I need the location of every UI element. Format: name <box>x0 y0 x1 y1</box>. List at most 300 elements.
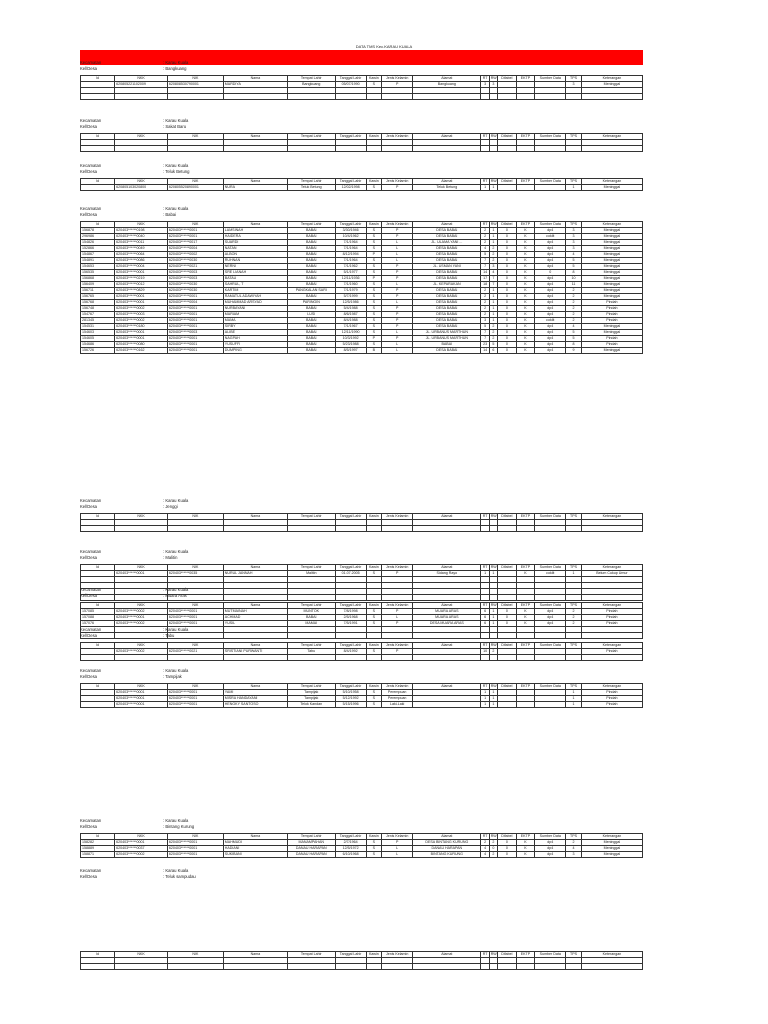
kel-label: Kel/Desa <box>80 504 97 509</box>
table-cell: Meninggal <box>581 82 642 88</box>
kec-value: : Karau Kuala <box>163 60 189 65</box>
table-cell <box>413 94 481 100</box>
kel-label: Kel/Desa <box>80 824 97 829</box>
table-cell: 0 <box>498 270 517 276</box>
table-cell: Meninggal <box>581 234 642 240</box>
table-cell: 6/10/1968 <box>335 852 366 858</box>
table-cell: 1 <box>489 696 497 702</box>
table-cell: DESA BABAI <box>413 306 481 312</box>
table-cell: Perempuan <box>382 690 413 696</box>
table-cell: P <box>382 306 413 312</box>
table-cell: 23 <box>481 342 489 348</box>
table-cell: dp4 <box>535 312 566 318</box>
table-cell: 3 <box>566 82 582 88</box>
column-header: RT <box>482 684 488 689</box>
kec-value: : Karau Kuala <box>163 818 189 823</box>
column-header: TPS <box>566 514 582 520</box>
kel-label: Kel/Desa <box>80 124 97 129</box>
column-header: Jenis Kelamin <box>382 643 413 649</box>
table-cell: 1 <box>566 690 582 696</box>
table-cell: 10 <box>566 276 582 282</box>
kec-value: : Karau Kuala <box>163 163 189 168</box>
table-cell <box>81 185 115 191</box>
table-cell: S <box>366 312 382 318</box>
column-header: EKTP <box>516 222 535 228</box>
column-header: RT <box>482 643 488 648</box>
column-header: Kawin <box>366 179 382 185</box>
table-cell: DESA BABAI <box>413 246 481 252</box>
table-cell: Teluk Betung <box>287 185 335 191</box>
table-cell: BABAI <box>287 294 335 300</box>
table-cell: BABAI <box>287 324 335 330</box>
column-header: Nama <box>223 179 287 185</box>
table-cell: MARIAM <box>223 312 287 318</box>
table-cell: K <box>516 318 535 324</box>
table-cell: DESA BABAI <box>413 300 481 306</box>
column-header: NKK <box>115 76 168 82</box>
table-cell: 8/12/1994 <box>335 252 366 258</box>
table-cell: P <box>382 288 413 294</box>
column-header: RT <box>482 834 488 839</box>
column-header: NKK <box>115 565 168 571</box>
table-cell: dp4 <box>535 288 566 294</box>
table-cell: 7/1/1960 <box>335 282 366 288</box>
table-cell: S <box>366 342 382 348</box>
table-cell: 620403******0004 <box>167 246 223 252</box>
table-cell <box>516 146 535 152</box>
table-cell: Meninggal <box>581 228 642 234</box>
table-cell: 620403******0001 <box>167 852 223 858</box>
table-cell: NERNI <box>223 264 287 270</box>
table-cell <box>287 146 335 152</box>
data-table <box>80 133 643 152</box>
table-cell: 0 <box>498 294 517 300</box>
table-cell: 154605 <box>81 336 115 342</box>
column-header: Difabel <box>498 834 517 840</box>
table-cell: DESA BABAI <box>413 234 481 240</box>
table-cell: Pindah <box>581 342 642 348</box>
empty-row <box>81 94 643 100</box>
data-table <box>80 642 643 661</box>
kec-value: : Karau Kuala <box>163 868 189 873</box>
table-cell: 2 <box>489 324 497 330</box>
column-header: Jenis Kelamin <box>382 834 413 840</box>
column-header: Kawin <box>366 684 382 690</box>
table-cell: 620403******0180 <box>115 324 168 330</box>
table-cell <box>366 146 382 152</box>
table-cell: Sidang Rayo <box>413 571 481 577</box>
table-cell: dp4 <box>535 852 566 858</box>
table-cell: 620403******0001 <box>115 615 168 621</box>
table-cell: K <box>516 270 535 276</box>
table-cell: 152866 <box>81 246 115 252</box>
column-header: NKK <box>115 684 168 690</box>
table-cell: 8/4/1992 <box>335 649 366 655</box>
table-cell: K <box>516 615 535 621</box>
table-cell: 620805103020800 <box>115 185 168 191</box>
column-header: Tempat Lahir <box>287 834 335 840</box>
table-cell: 0 <box>498 312 517 318</box>
table-cell: SRISTIANI PURWANTI <box>223 649 287 655</box>
column-header: Sumber Data <box>535 952 566 958</box>
table-cell: BABAI <box>287 264 335 270</box>
column-header: Alamat <box>413 179 481 185</box>
column-header: NKK <box>115 222 168 228</box>
column-header: Alamat <box>413 952 481 958</box>
table-cell: 620403******0001 <box>167 324 223 330</box>
table-cell: Pindah <box>581 318 642 324</box>
table-cell <box>481 146 489 152</box>
table-cell <box>481 526 489 532</box>
kec-label: Kecamatan <box>80 206 102 211</box>
table-cell <box>223 964 287 970</box>
table-cell: 0 <box>535 270 566 276</box>
column-header: Sumber Data <box>535 834 566 840</box>
section-9 <box>80 818 643 858</box>
table-cell: 156409 <box>81 282 115 288</box>
table-cell: 1 <box>481 696 489 702</box>
table-cell: K <box>516 571 535 577</box>
table-cell: 0 <box>498 252 517 258</box>
table-cell: S <box>366 852 382 858</box>
table-cell: K <box>516 846 535 852</box>
table-cell: 620403******0001 <box>115 571 168 577</box>
table-cell: SUARDI <box>223 240 287 246</box>
table-cell: P <box>366 336 382 342</box>
table-cell: 620403******0011 <box>115 240 168 246</box>
table-cell: 620403******0002 <box>115 852 168 858</box>
column-header: Id <box>81 952 115 958</box>
column-header: Tanggal Lahir <box>335 643 366 649</box>
table-cell: Pindah <box>581 306 642 312</box>
kelurahan-line <box>80 124 643 130</box>
table-cell: K <box>516 312 535 318</box>
kec-value: : Karau Kuala <box>163 549 189 554</box>
table-cell: Meninggal <box>581 840 642 846</box>
table-cell: 2 <box>566 300 582 306</box>
kel-value: : Jenggi <box>163 504 178 509</box>
table-cell: dp4 <box>535 615 566 621</box>
data-table <box>80 75 643 100</box>
column-header: Id <box>81 565 115 571</box>
table-cell: S <box>366 702 382 708</box>
column-header: Keterangan <box>581 603 642 609</box>
table-cell: 6 <box>481 615 489 621</box>
kel-label: Kel/Desa <box>80 66 97 71</box>
table-cell: 620403******0001 <box>115 270 168 276</box>
table-cell: S <box>366 270 382 276</box>
table-cell: 10 <box>481 649 489 655</box>
table-cell <box>481 655 489 661</box>
table-cell: 158871 <box>81 852 115 858</box>
table-cell: 8/6/1987 <box>335 312 366 318</box>
column-header: RW <box>490 603 497 608</box>
table-cell: 9 <box>566 348 582 354</box>
table-cell: Meninggal <box>581 276 642 282</box>
table-cell: 01.07.2005 <box>335 571 366 577</box>
table-cell: Meninggal <box>581 185 642 191</box>
table-cell: 4 <box>566 252 582 258</box>
column-header: NIK <box>167 643 223 649</box>
kec-label: Kecamatan <box>80 868 102 873</box>
table-cell <box>413 655 481 661</box>
column-header: RW <box>490 643 497 648</box>
table-cell: 1 <box>489 294 497 300</box>
table-cell: dp4 <box>535 609 566 615</box>
table-cell: 620403******0001 <box>167 615 223 621</box>
table-cell: 0 <box>489 846 497 852</box>
table-cell: 2 <box>566 609 582 615</box>
table-cell <box>167 526 223 532</box>
table-cell: 2 <box>566 318 582 324</box>
kec-label: Kecamatan <box>80 498 102 503</box>
table-cell <box>366 94 382 100</box>
table-cell: 2 <box>566 306 582 312</box>
column-header: EKTP <box>516 134 535 140</box>
table-cell <box>535 146 566 152</box>
table-cell: NURBAYANI <box>223 306 287 312</box>
table-cell: Pindah <box>581 615 642 621</box>
column-header: NKK <box>115 834 168 840</box>
table-cell: 620403******0001 <box>115 702 168 708</box>
kel-value: : Malitin <box>163 555 178 560</box>
column-header: Alamat <box>413 134 481 140</box>
table-cell: HENGKY SANTOSO <box>223 702 287 708</box>
table-cell: P <box>382 318 413 324</box>
table-cell: 8 <box>566 342 582 348</box>
table-cell: ALIBE <box>223 330 287 336</box>
table-cell: 620403******0030 <box>167 288 223 294</box>
table-cell: MUARA ARAS <box>413 609 481 615</box>
column-header: TPS <box>566 565 582 571</box>
table-cell: S <box>366 840 382 846</box>
table-cell <box>498 964 517 970</box>
table-cell <box>498 94 517 100</box>
kec-label: Kecamatan <box>80 549 102 554</box>
table-cell: 3 <box>481 82 489 88</box>
kel-value: : Tampijak <box>163 674 182 679</box>
table-cell: BINTANG KURUNG <box>413 852 481 858</box>
table-cell: 3 <box>489 82 497 88</box>
table-cell: 156765 <box>81 294 115 300</box>
table-cell: 296986 <box>81 234 115 240</box>
column-header: Keterangan <box>581 565 642 571</box>
table-cell: BABAI <box>287 615 335 621</box>
table-cell: S <box>366 649 382 655</box>
column-header: Jenis Kelamin <box>382 76 413 82</box>
table-cell <box>335 526 366 532</box>
table-cell: JL. USMAN YANI <box>413 264 481 270</box>
table-cell: 3 <box>566 228 582 234</box>
table-cell <box>489 655 497 661</box>
table-cell: 2 <box>481 234 489 240</box>
table-cell: LAMSINAH <box>223 228 287 234</box>
table-cell: Meninggal <box>581 348 642 354</box>
table-cell: 157076 <box>81 621 115 627</box>
column-header: Tanggal Lahir <box>335 514 366 520</box>
table-cell: 11 <box>566 282 582 288</box>
table-cell: 1 <box>566 571 582 577</box>
table-cell: 5/15/1996 <box>335 702 366 708</box>
table-cell: S <box>366 228 382 234</box>
table-cell <box>287 655 335 661</box>
table-cell: 5 <box>566 330 582 336</box>
column-header: Tempat Lahir <box>287 514 335 520</box>
table-cell: DESA BABAI <box>413 252 481 258</box>
table-cell: 620403******0001 <box>167 306 223 312</box>
column-header: RW <box>490 565 497 570</box>
table-cell: 620403******0004 <box>167 300 223 306</box>
table-cell: DANAU HARAPAN <box>413 846 481 852</box>
column-header: Nama <box>223 565 287 571</box>
column-header: Nama <box>223 834 287 840</box>
table-cell: 620403******0004 <box>115 264 168 270</box>
column-header: NKK <box>115 952 168 958</box>
table-cell: S <box>366 185 382 191</box>
table-cell: K <box>516 228 535 234</box>
table-cell: 7/1/1979 <box>335 288 366 294</box>
column-header: RT <box>482 514 488 519</box>
table-cell: 620403******0001 <box>167 294 223 300</box>
table-cell: 2 <box>489 852 497 858</box>
table-cell: MANAMPAHAN <box>287 840 335 846</box>
table-cell <box>382 94 413 100</box>
table-cell <box>498 526 517 532</box>
section-7 <box>80 627 643 661</box>
table-cell: 0 <box>498 276 517 282</box>
table-cell: 620403******0001 <box>167 318 223 324</box>
table-cell: NAGPAH <box>223 336 287 342</box>
table-cell: 620403******0012 <box>115 282 168 288</box>
table-cell: 7/5/1991 <box>335 621 366 627</box>
table-cell: dp4 <box>535 258 566 264</box>
table-cell: S <box>366 690 382 696</box>
kel-value: : Teluk sampudau <box>163 874 196 879</box>
table-cell: Perempuan <box>382 696 413 702</box>
column-header: Sumber Data <box>535 684 566 690</box>
column-header: RT <box>482 952 488 957</box>
table-cell: 1 <box>489 312 497 318</box>
column-header: Tanggal Lahir <box>335 565 366 571</box>
column-header: RT <box>482 179 488 184</box>
table-cell: 14 <box>481 348 489 354</box>
table-cell: NURUL JANNAH <box>223 571 287 577</box>
table-cell: 2 <box>481 228 489 234</box>
table-cell: 1 <box>481 690 489 696</box>
kec-value: : Karau Kuala <box>163 627 189 632</box>
empty-row <box>81 655 643 661</box>
table-cell: 4 <box>481 846 489 852</box>
column-header: Alamat <box>413 222 481 228</box>
kel-label: Kel/Desa <box>80 674 97 679</box>
table-cell <box>581 146 642 152</box>
column-header: Tempat Lahir <box>287 684 335 690</box>
table-cell: S <box>366 264 382 270</box>
table-cell: P <box>382 621 413 627</box>
table-cell: 0 <box>498 615 517 621</box>
table-cell: 8/5/1997 <box>335 348 366 354</box>
table-cell: P <box>382 234 413 240</box>
column-header: Difabel <box>498 603 517 609</box>
table-cell: 0 <box>498 609 517 615</box>
table-cell: SUKIBANI <box>223 852 287 858</box>
table-cell: ALBON <box>223 252 287 258</box>
column-header: NKK <box>115 603 168 609</box>
table-cell <box>413 702 481 708</box>
table-cell: PARINGIN <box>287 300 335 306</box>
table-cell <box>489 964 497 970</box>
table-row <box>81 702 643 708</box>
table-cell: NATAN <box>223 246 287 252</box>
table-cell: 620403******0003 <box>167 270 223 276</box>
table-cell: S <box>366 258 382 264</box>
table-cell <box>115 146 168 152</box>
column-header: Jenis Kelamin <box>382 952 413 958</box>
table-cell: 157088 <box>81 615 115 621</box>
column-header: Sumber Data <box>535 134 566 140</box>
column-header: Sumber Data <box>535 565 566 571</box>
table-cell: 620805221102009 <box>115 82 168 88</box>
table-cell: 1 <box>489 702 497 708</box>
table-cell: Pindah <box>581 649 642 655</box>
table-cell <box>223 526 287 532</box>
table-cell <box>223 94 287 100</box>
table-cell: 7 <box>481 258 489 264</box>
table-cell: DESA BABAI <box>413 348 481 354</box>
table-cell <box>223 146 287 152</box>
column-header: Jenis Kelamin <box>382 603 413 609</box>
table-cell: HAIDERA <box>223 234 287 240</box>
kelurahan-line <box>80 874 643 880</box>
table-cell: Telok Kandan <box>287 702 335 708</box>
kel-value: : Tabu <box>163 633 175 638</box>
table-cell: 1 <box>489 318 497 324</box>
table-cell: Meninggal <box>581 324 642 330</box>
table-cell: 620403******0037 <box>115 846 168 852</box>
table-cell: 2 <box>489 330 497 336</box>
table-cell: K <box>516 282 535 288</box>
table-cell: 12/11/1990 <box>335 330 366 336</box>
table-cell <box>535 964 566 970</box>
section-2 <box>80 163 643 191</box>
table-cell: 620403******0030 <box>167 258 223 264</box>
table-cell: dp4 <box>535 330 566 336</box>
table-cell: S <box>366 240 382 246</box>
table-cell: Malitin <box>287 571 335 577</box>
section-0 <box>80 60 643 100</box>
table-cell: L <box>382 330 413 336</box>
kec-label: Kecamatan <box>80 118 102 123</box>
column-header: TPS <box>566 134 582 140</box>
table-cell <box>382 964 413 970</box>
column-header: Tempat Lahir <box>287 565 335 571</box>
column-header: Keterangan <box>581 514 642 520</box>
table-cell: BABAI <box>287 258 335 264</box>
table-cell: 156768 <box>81 300 115 306</box>
table-cell <box>115 94 168 100</box>
table-cell: S <box>366 696 382 702</box>
kec-label: Kecamatan <box>80 818 102 823</box>
table-cell <box>287 526 335 532</box>
column-header: NIK <box>167 952 223 958</box>
table-cell: 620403******0017 <box>167 240 223 246</box>
column-header: Tanggal Lahir <box>335 834 366 840</box>
column-header: Tanggal Lahir <box>335 684 366 690</box>
table-cell: 1 <box>489 306 497 312</box>
table-cell <box>382 655 413 661</box>
table-cell: Meninggal <box>581 252 642 258</box>
table-cell: Meninggal <box>581 270 642 276</box>
